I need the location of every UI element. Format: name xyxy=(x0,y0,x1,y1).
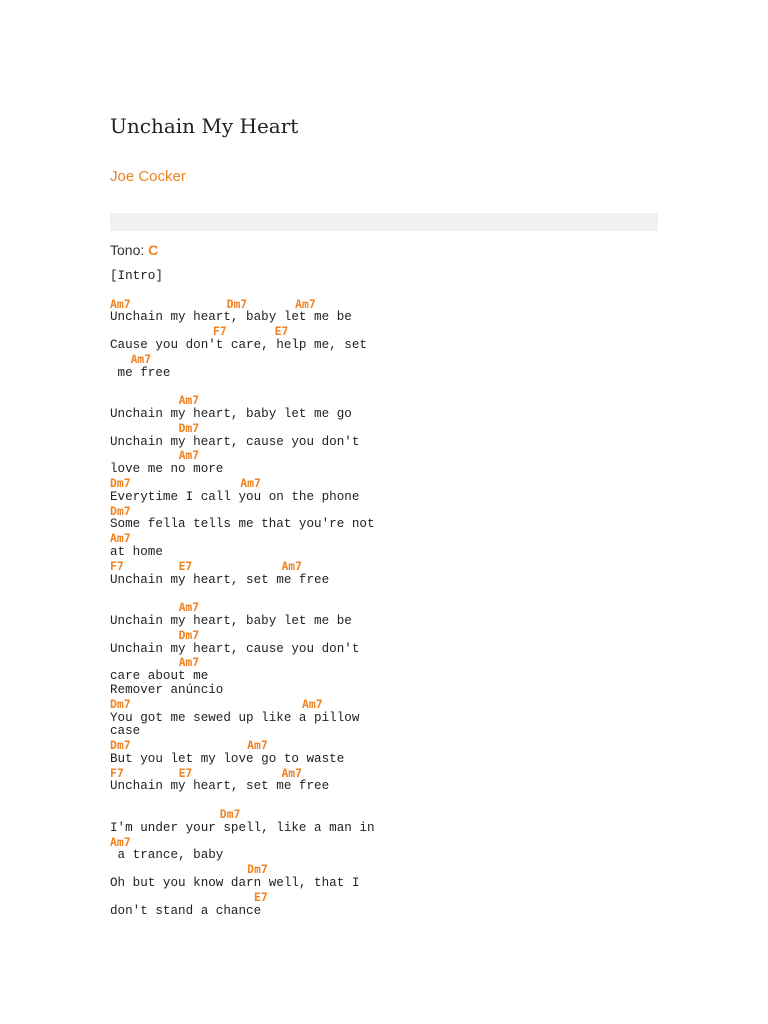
lyric-line: Oh but you know darn well, that I xyxy=(110,876,360,891)
chord-line[interactable]: Dm7 xyxy=(110,420,200,435)
key-indicator xyxy=(110,242,158,258)
chord-line[interactable]: Dm7 Am7 xyxy=(110,738,268,753)
lyric-line: Unchain my heart, baby let me be xyxy=(110,613,352,628)
lyric-line: Unchain my heart, baby let me go xyxy=(110,406,352,421)
lyric-line: Unchain my heart, set me free xyxy=(110,572,330,587)
blank-line xyxy=(110,380,375,394)
lyric-line: me free xyxy=(110,365,171,380)
chord-line[interactable]: Am7 xyxy=(110,600,200,615)
chord-line[interactable]: F7 E7 xyxy=(110,324,289,339)
lyric-line: a trance, baby xyxy=(110,848,224,863)
lyric-line: But you let my love go to waste xyxy=(110,751,345,766)
lyric-line: Unchain my heart, cause you don't xyxy=(110,641,360,656)
song-title: Unchain My Heart xyxy=(110,114,299,138)
key-label: Tono: xyxy=(110,242,149,258)
chord-line[interactable]: E7 xyxy=(110,889,268,904)
chord-line[interactable]: Dm7 Am7 xyxy=(110,696,323,711)
lyric-line: I'm under your spell, like a man in xyxy=(110,820,375,835)
chord-line[interactable]: Am7 xyxy=(110,531,131,546)
blank-line xyxy=(110,794,375,808)
lyric-line: Unchain my heart, set me free xyxy=(110,779,330,794)
chord-sheet xyxy=(110,270,375,918)
lyric-line: Unchain my heart, cause you don't xyxy=(110,434,360,449)
blank-line xyxy=(110,284,375,298)
key-value[interactable]: C xyxy=(148,242,159,258)
ad-placeholder xyxy=(110,213,658,231)
chord-line[interactable]: Am7 xyxy=(110,448,200,463)
lyric-line: You got me sewed up like a pillow xyxy=(110,710,360,725)
chord-line[interactable]: Dm7 xyxy=(110,862,268,877)
chord-line[interactable]: Am7 xyxy=(110,393,200,408)
chord-line[interactable]: Dm7 Am7 xyxy=(110,475,261,490)
lyric-line: [Intro] xyxy=(110,269,163,283)
artist-link[interactable]: Joe Cocker xyxy=(110,168,186,185)
chord-line[interactable]: F7 E7 Am7 xyxy=(110,765,303,780)
lyric-line: case xyxy=(110,724,141,739)
lyric-line: Unchain my heart, baby let me be xyxy=(110,310,352,325)
lyric-line: at home xyxy=(110,544,163,559)
blank-line xyxy=(110,587,375,601)
lyric-line: care about me xyxy=(110,669,209,684)
lyric-line: Remover anúncio xyxy=(110,682,224,697)
chord-line[interactable]: Dm7 xyxy=(110,627,200,642)
lyric-line: Some fella tells me that you're not xyxy=(110,517,375,532)
chord-line[interactable]: Dm7 xyxy=(110,503,131,518)
lyric-line: Cause you don't care, help me, set xyxy=(110,337,367,352)
chord-line[interactable]: Dm7 xyxy=(110,807,241,822)
lyric-line: Everytime I call you on the phone xyxy=(110,489,360,504)
chord-line[interactable]: Am7 Dm7 Am7 xyxy=(110,296,316,311)
chord-line[interactable]: Am7 xyxy=(110,351,152,366)
lyric-line: don't stand a chance xyxy=(110,903,262,918)
chord-line[interactable]: F7 E7 Am7 xyxy=(110,558,303,573)
chord-line[interactable]: Am7 xyxy=(110,834,131,849)
chord-line[interactable]: Am7 xyxy=(110,655,200,670)
lyric-line: love me no more xyxy=(110,462,224,477)
